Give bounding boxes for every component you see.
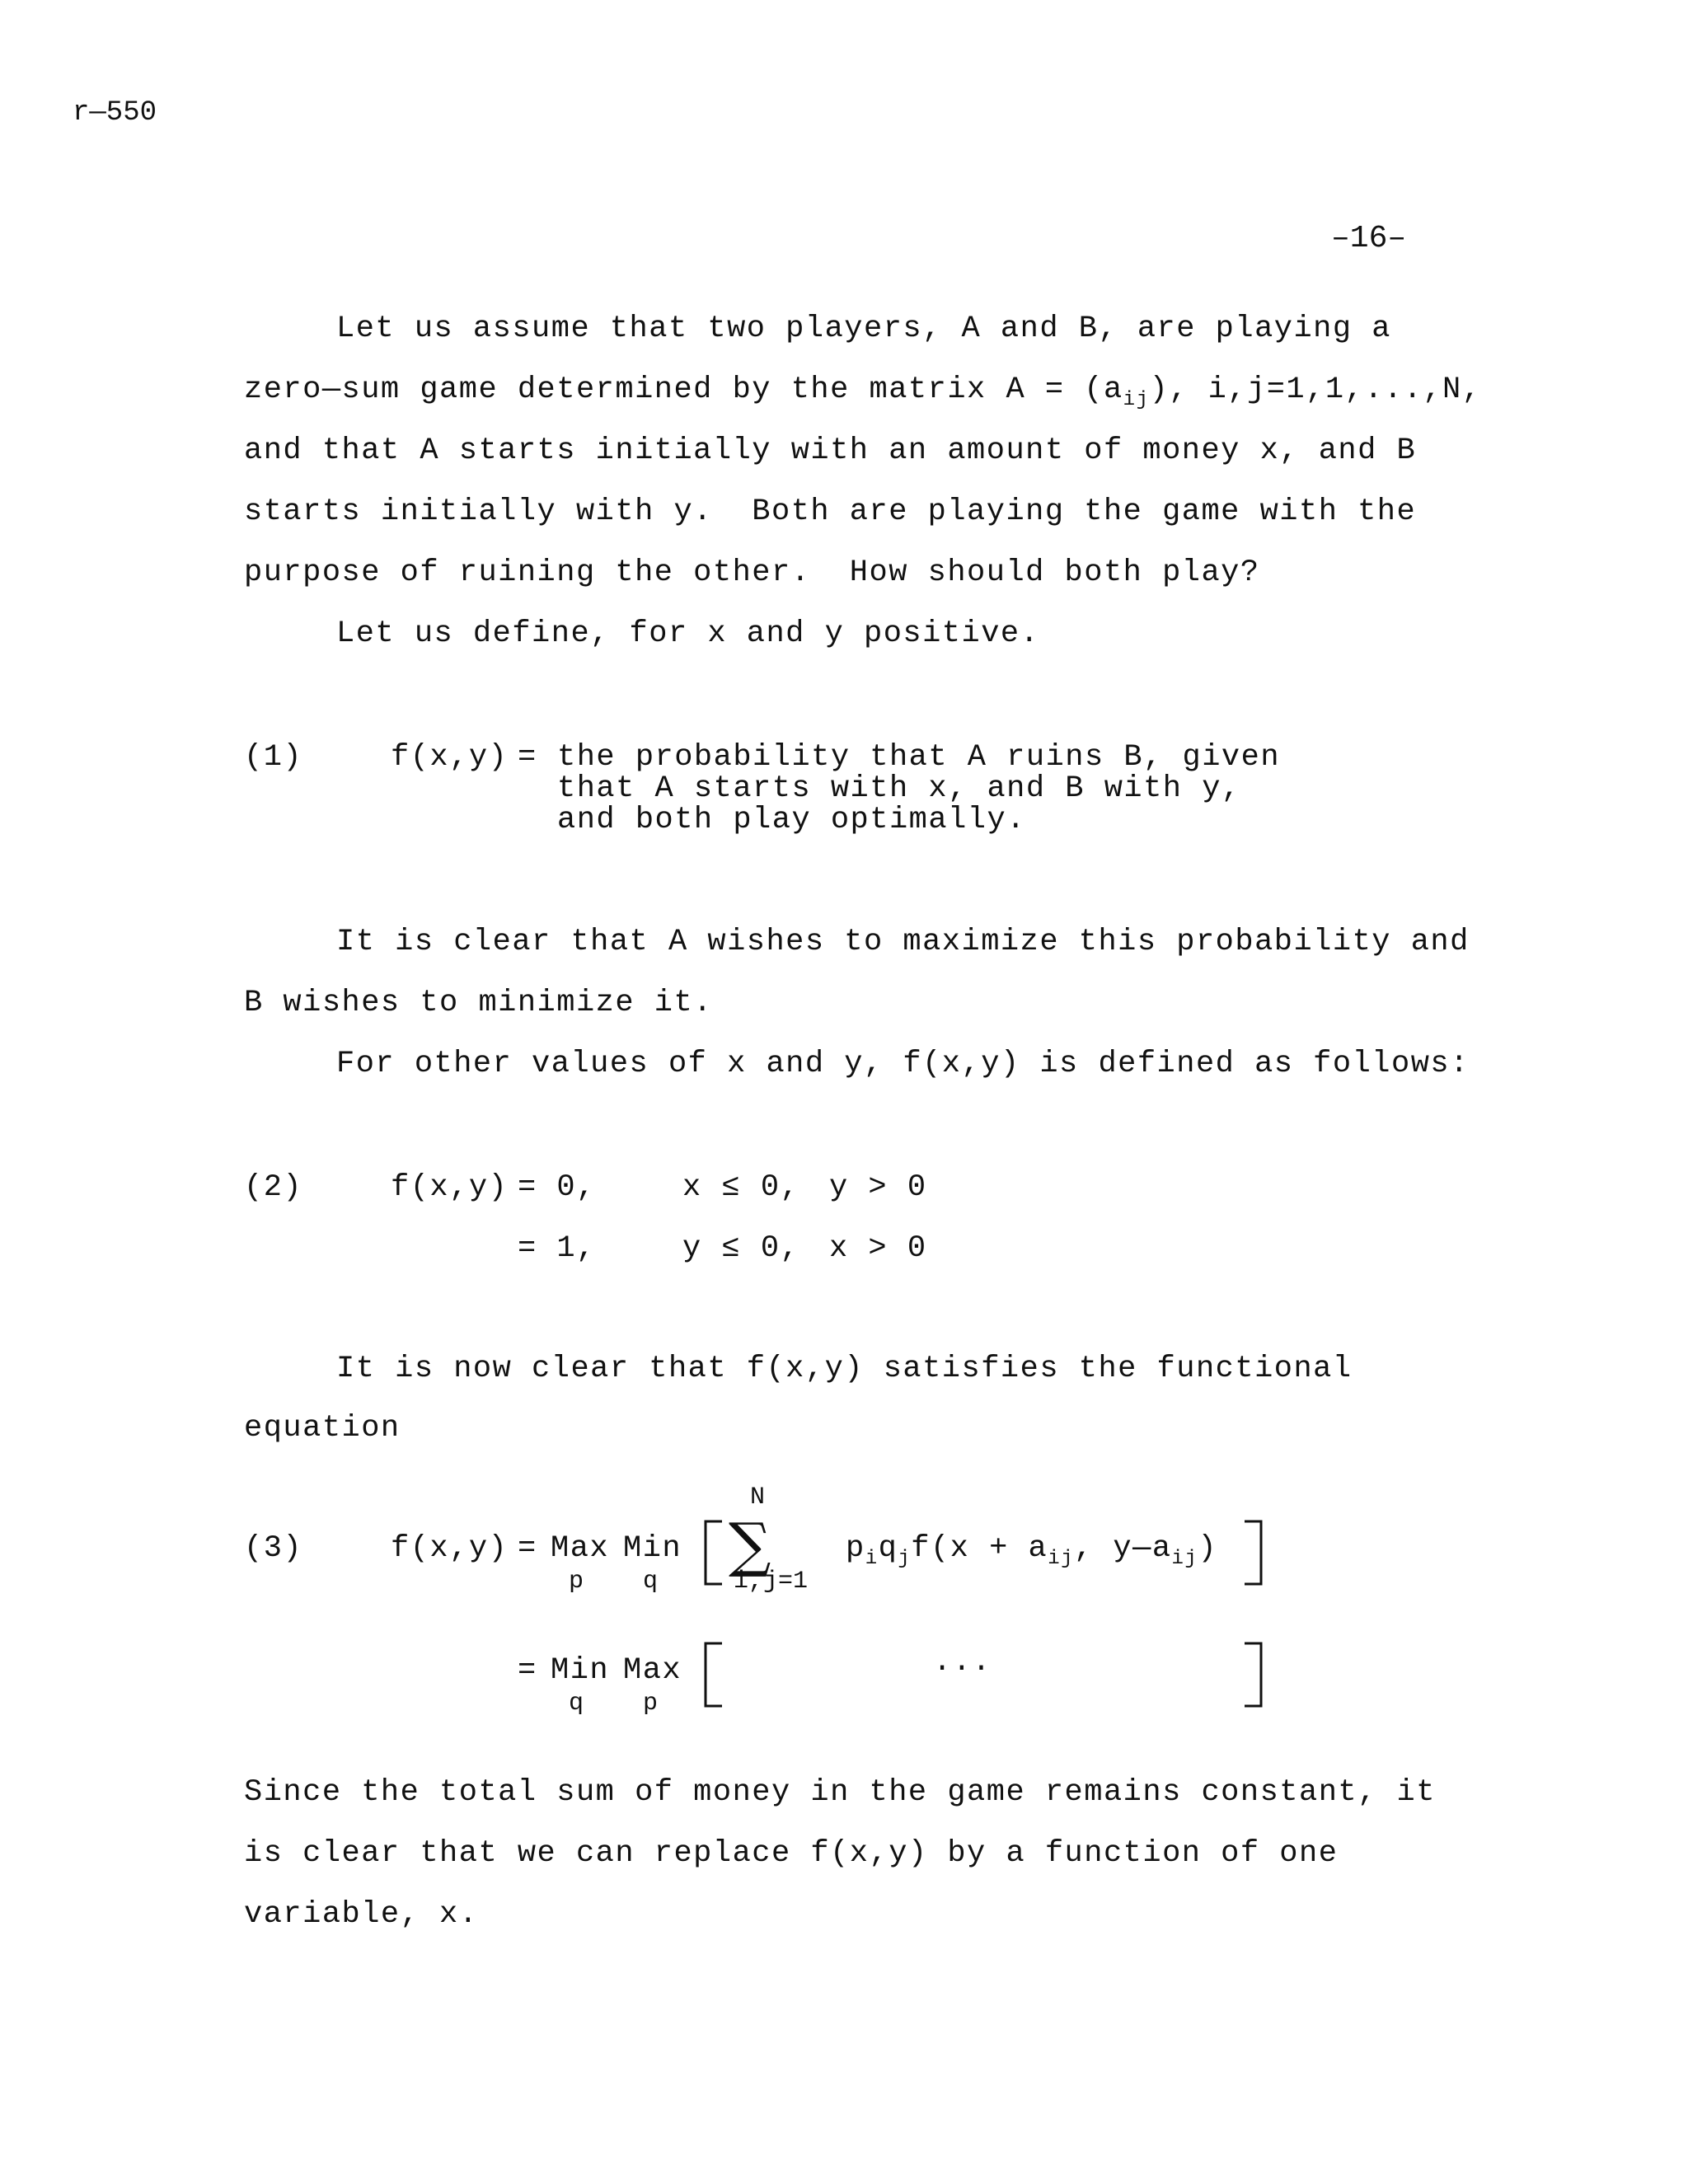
text-line: Let us assume that two players, A and B, are playing a — [336, 312, 1391, 346]
definition-intro: Let us define, for x and y positive. — [336, 616, 1040, 651]
case-value: = 0, — [518, 1170, 596, 1205]
case-condition: y > 0 — [829, 1170, 927, 1205]
equation-number: (2) — [244, 1170, 303, 1205]
max-subscript: p — [569, 1568, 584, 1596]
text-line: purpose of ruining the other. How should both play? — [244, 555, 1260, 590]
equation-lhs: f(x,y) — [391, 1170, 509, 1205]
case-condition: x > 0 — [829, 1231, 927, 1266]
text-line: is clear that we can replace f(x,y) by a function of one — [244, 1836, 1339, 1871]
case-value: = 1, — [518, 1231, 596, 1266]
definition-line: the probability that A ruins B, given — [557, 740, 1281, 775]
paragraph-other-values: For other values of x and y, f(x,y) is defined as follows: — [336, 1047, 1470, 1081]
max-operator: Max — [623, 1653, 682, 1688]
sum-lower-limit: i,j=1 — [734, 1568, 809, 1596]
equals-sign: = — [518, 1653, 537, 1688]
corner-mark: r—550 — [73, 97, 157, 129]
case-condition: y ≤ 0, — [682, 1231, 800, 1266]
case-condition: x ≤ 0, — [682, 1170, 800, 1205]
text-line: B wishes to minimize it. — [244, 986, 713, 1020]
text-line: zero—sum game determined by the matrix $A = (a_{ij})$, i,j=1,1,...,N, — [244, 373, 1482, 411]
summand: $p_iq_jf(x + a_{ij}$, $y—a_{ij}$) — [846, 1531, 1218, 1570]
definition-line: and both play optimally. — [557, 803, 1026, 837]
max-operator: Max — [551, 1531, 610, 1566]
sum-upper-limit: N — [750, 1483, 766, 1511]
equals-sign: = — [518, 1531, 537, 1566]
summation-icon: ∑ — [729, 1510, 771, 1579]
min-subscript: q — [643, 1568, 659, 1596]
text-line: It is clear that A wishes to maximize this probability and — [336, 925, 1470, 959]
equals-sign: = — [518, 740, 537, 775]
equation-lhs: f(x,y) — [391, 740, 509, 775]
max-subscript: p — [643, 1690, 659, 1718]
left-bracket-icon — [702, 1640, 727, 1709]
text-line: equation — [244, 1411, 401, 1446]
text-line: It is now clear that f(x,y) satisfies the functional — [336, 1352, 1353, 1386]
ellipsis: ... — [933, 1645, 992, 1680]
right-bracket-icon — [1241, 1518, 1266, 1587]
definition-line: that A starts with x, and B with y, — [557, 771, 1241, 806]
min-subscript: q — [569, 1690, 584, 1718]
page-number: –16– — [1331, 221, 1407, 256]
text-line: Since the total sum of money in the game remains constant, it — [244, 1775, 1436, 1810]
left-bracket-icon — [702, 1518, 727, 1587]
text-line: starts initially with y. Both are playing the game with the — [244, 494, 1417, 529]
equation-lhs: f(x,y) — [391, 1531, 509, 1566]
text-line: and that A starts initially with an amount of money x, and B — [244, 434, 1417, 468]
text-line: variable, x. — [244, 1897, 479, 1932]
min-operator: Min — [623, 1531, 682, 1566]
equation-number: (3) — [244, 1531, 303, 1566]
min-operator: Min — [551, 1653, 610, 1688]
right-bracket-icon — [1241, 1640, 1266, 1709]
equation-number: (1) — [244, 740, 303, 775]
